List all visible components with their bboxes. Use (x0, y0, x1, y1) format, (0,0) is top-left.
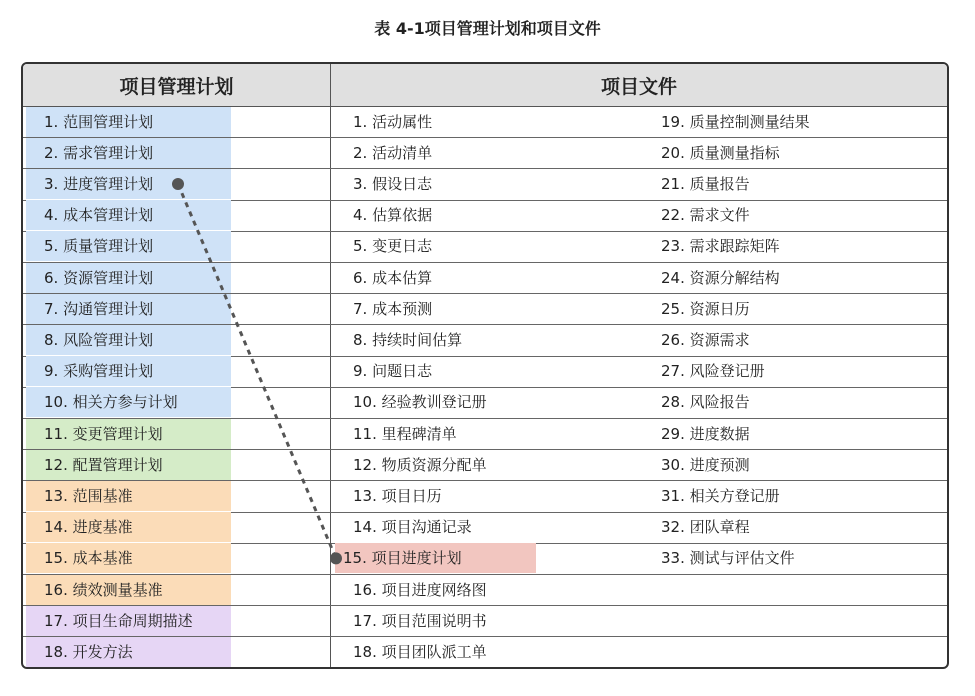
plan-item: 2. 需求管理计划 (26, 138, 231, 168)
document-item: 4. 估算依据 (353, 206, 433, 225)
document-item: 11. 里程碑清单 (353, 424, 457, 443)
document-item: 30. 进度预测 (661, 455, 750, 474)
plan-item: 8. 风险管理计划 (26, 325, 231, 355)
plan-item: 6. 资源管理计划 (26, 263, 231, 293)
document-item: 32. 团队章程 (661, 518, 750, 537)
document-item: 21. 质量报告 (661, 174, 750, 193)
plan-item: 13. 范围基准 (26, 481, 231, 511)
document-item: 18. 项目团队派工单 (353, 642, 487, 661)
document-item: 7. 成本预测 (353, 299, 433, 318)
plan-item: 7. 沟通管理计划 (26, 294, 231, 324)
document-item: 17. 项目范围说明书 (353, 611, 487, 630)
plan-item: 10. 相关方参与计划 (26, 387, 231, 417)
document-item: 13. 项目日历 (353, 486, 442, 505)
document-item: 24. 资源分解结构 (661, 268, 780, 287)
document-item: 6. 成本估算 (353, 268, 433, 287)
plan-item: 9. 采购管理计划 (26, 356, 231, 386)
document-item: 22. 需求文件 (661, 206, 750, 225)
document-item: 19. 质量控制测量结果 (661, 112, 810, 131)
document-item-highlighted: 15. 项目进度计划 (335, 543, 536, 573)
document-item: 23. 需求跟踪矩阵 (661, 237, 780, 256)
document-item: 2. 活动清单 (353, 143, 433, 162)
plan-item: 4. 成本管理计划 (26, 200, 231, 230)
plan-item: 18. 开发方法 (26, 637, 231, 667)
document-item: 12. 物质资源分配单 (353, 455, 487, 474)
document-item: 16. 项目进度网络图 (353, 580, 487, 599)
document-item: 33. 测试与评估文件 (661, 549, 795, 568)
document-item: 28. 风险报告 (661, 393, 750, 412)
plan-item: 5. 质量管理计划 (26, 231, 231, 261)
document-item: 20. 质量测量指标 (661, 143, 780, 162)
plan-item: 15. 成本基准 (26, 543, 231, 573)
column-divider (330, 64, 331, 667)
plan-item: 1. 范围管理计划 (26, 107, 231, 137)
document-item: 14. 项目沟通记录 (353, 518, 472, 537)
plan-item: 17. 项目生命周期描述 (26, 606, 231, 636)
document-item: 26. 资源需求 (661, 330, 750, 349)
document-item: 9. 问题日志 (353, 362, 433, 381)
document-item: 8. 持续时间估算 (353, 330, 463, 349)
document-item: 3. 假设日志 (353, 174, 433, 193)
header-documents: 项目文件 (331, 64, 947, 107)
plan-item: 14. 进度基准 (26, 512, 231, 542)
document-item: 29. 进度数据 (661, 424, 750, 443)
document-item: 1. 活动属性 (353, 112, 433, 131)
table-caption: 表 4-1项目管理计划和项目文件 (374, 19, 601, 38)
plan-item: 16. 绩效测量基准 (26, 575, 231, 605)
document-item: 10. 经验教训登记册 (353, 393, 487, 412)
document-item: 31. 相关方登记册 (661, 486, 780, 505)
document-item: 25. 资源日历 (661, 299, 750, 318)
plan-item: 12. 配置管理计划 (26, 450, 231, 480)
document-item: 5. 变更日志 (353, 237, 433, 256)
plan-item: 11. 变更管理计划 (26, 419, 231, 449)
document-item: 27. 风险登记册 (661, 362, 765, 381)
plan-item: 3. 进度管理计划 (26, 169, 231, 199)
header-plan: 项目管理计划 (23, 64, 331, 107)
plan-documents-table (21, 62, 949, 669)
